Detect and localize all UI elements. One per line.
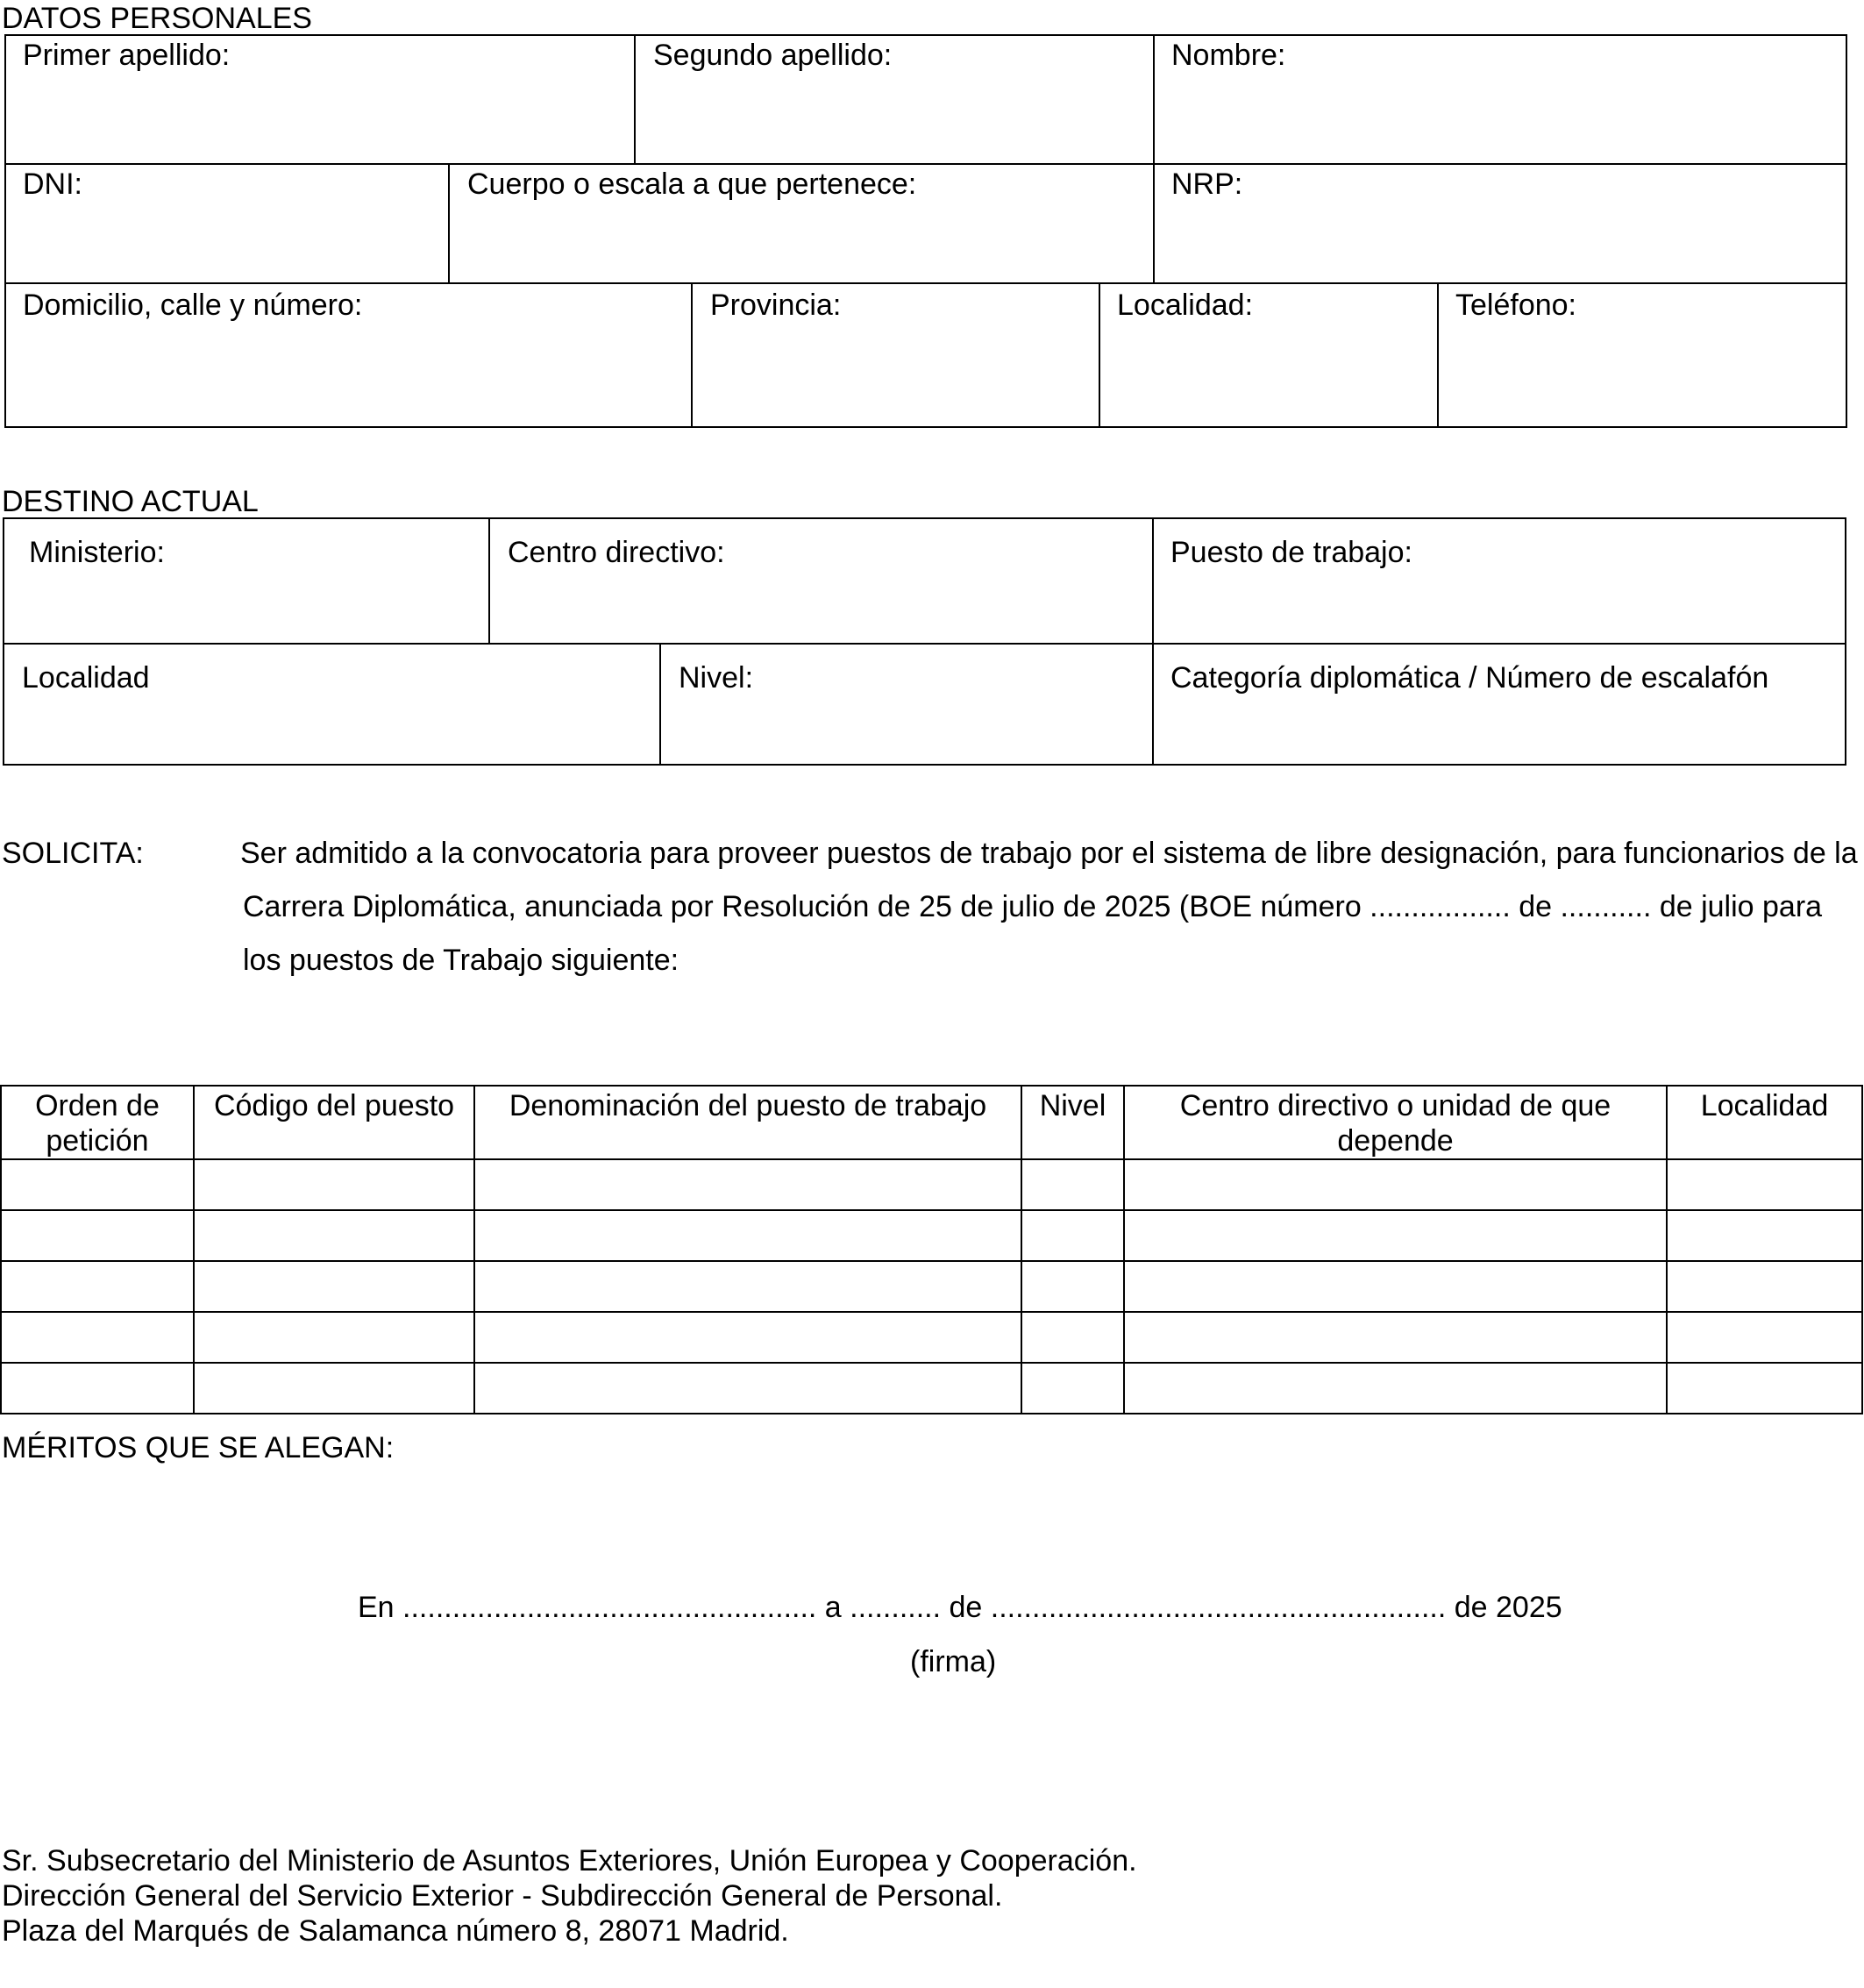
table-row <box>1 1363 1862 1414</box>
table-row <box>1 1312 1862 1363</box>
table-cell[interactable] <box>1124 1312 1667 1363</box>
table-cell[interactable] <box>474 1210 1021 1261</box>
col-header-orden: Orden de petición <box>1 1086 194 1159</box>
table-cell[interactable] <box>474 1261 1021 1312</box>
col-header-centro: Centro directivo o unidad de que depende <box>1124 1086 1667 1159</box>
categoria-escalafon-field[interactable]: Categoría diplomática / Número de escalafón <box>1170 661 1769 695</box>
puesto-trabajo-field[interactable]: Puesto de trabajo: <box>1170 536 1412 569</box>
table-cell[interactable] <box>194 1363 474 1414</box>
table-cell[interactable] <box>1021 1210 1124 1261</box>
provincia-field[interactable]: Provincia: <box>710 289 842 322</box>
segundo-apellido-field[interactable]: Segundo apellido: <box>653 39 893 72</box>
table-cell[interactable] <box>1 1210 194 1261</box>
ministerio-field[interactable]: Ministerio: <box>29 536 165 569</box>
fecha-lugar-line[interactable]: En .................................................. a ........... de ....................................................... de 2025 <box>358 1591 1562 1624</box>
telefono-field[interactable]: Teléfono: <box>1455 289 1576 322</box>
domicilio-field[interactable]: Domicilio, calle y número: <box>23 289 363 322</box>
table-row <box>1 1159 1862 1210</box>
dni-field[interactable]: DNI: <box>23 167 82 201</box>
localidad-destino-field[interactable]: Localidad <box>22 661 150 695</box>
table-cell[interactable] <box>1667 1210 1862 1261</box>
table-cell[interactable] <box>194 1210 474 1261</box>
datos-personales-box <box>4 34 1847 428</box>
col-header-localidad: Localidad <box>1667 1086 1862 1159</box>
datos-personales-title: DATOS PERSONALES <box>2 2 312 35</box>
table-cell[interactable] <box>1021 1261 1124 1312</box>
solicita-line-1: Ser admitido a la convocatoria para proveer puestos de trabajo por el sistema de libre designación, para funcionarios de la <box>240 837 1858 870</box>
destinatario-line-3: Plaza del Marqués de Salamanca número 8, 28071 Madrid. <box>2 1914 789 1948</box>
meritos-label: MÉRITOS QUE SE ALEGAN: <box>2 1431 395 1464</box>
cuerpo-escala-field[interactable]: Cuerpo o escala a que pertenece: <box>467 167 917 201</box>
nrp-field[interactable]: NRP: <box>1171 167 1243 201</box>
table-cell[interactable] <box>1021 1312 1124 1363</box>
solicita-line-2: Carrera Diplomática, anunciada por Resolución de 25 de julio de 2025 (BOE número ................. de ........... de julio para <box>243 890 1823 923</box>
table-header-row <box>1 1086 1862 1159</box>
table-cell[interactable] <box>194 1261 474 1312</box>
destino-actual-box <box>3 517 1846 766</box>
table-cell[interactable] <box>1124 1210 1667 1261</box>
table-cell[interactable] <box>1 1159 194 1210</box>
nombre-field[interactable]: Nombre: <box>1171 39 1286 72</box>
puestos-table <box>0 1085 1863 1414</box>
table-cell[interactable] <box>1 1261 194 1312</box>
localidad-field[interactable]: Localidad: <box>1117 289 1254 322</box>
table-cell[interactable] <box>1667 1261 1862 1312</box>
destino-actual-title: DESTINO ACTUAL <box>2 485 259 518</box>
destinatario-line-2: Dirección General del Servicio Exterior - Subdirección General de Personal. <box>2 1879 1003 1913</box>
destinatario-line-1: Sr. Subsecretario del Ministerio de Asuntos Exteriores, Unión Europea y Cooperación. <box>2 1844 1137 1878</box>
table-cell[interactable] <box>474 1312 1021 1363</box>
table-cell[interactable] <box>1124 1363 1667 1414</box>
table-cell[interactable] <box>474 1363 1021 1414</box>
col-header-codigo: Código del puesto <box>194 1086 474 1159</box>
table-cell[interactable] <box>194 1159 474 1210</box>
table-cell[interactable] <box>1667 1312 1862 1363</box>
centro-directivo-field[interactable]: Centro directivo: <box>508 536 725 569</box>
table-row <box>1 1210 1862 1261</box>
table-row <box>1 1261 1862 1312</box>
table-cell[interactable] <box>194 1312 474 1363</box>
solicita-label: SOLICITA: <box>2 837 144 870</box>
table-cell[interactable] <box>1667 1159 1862 1210</box>
firma-label: (firma) <box>910 1645 997 1678</box>
table-cell[interactable] <box>1021 1159 1124 1210</box>
table-cell[interactable] <box>1021 1363 1124 1414</box>
nivel-field[interactable]: Nivel: <box>679 661 754 695</box>
table-cell[interactable] <box>1667 1363 1862 1414</box>
table-cell[interactable] <box>1 1312 194 1363</box>
col-header-nivel: Nivel <box>1021 1086 1124 1159</box>
table-cell[interactable] <box>474 1159 1021 1210</box>
primer-apellido-field[interactable]: Primer apellido: <box>23 39 231 72</box>
table-cell[interactable] <box>1124 1261 1667 1312</box>
col-header-denominacion: Denominación del puesto de trabajo <box>474 1086 1021 1159</box>
solicita-line-3: los puestos de Trabajo siguiente: <box>243 944 679 977</box>
table-cell[interactable] <box>1124 1159 1667 1210</box>
table-cell[interactable] <box>1 1363 194 1414</box>
